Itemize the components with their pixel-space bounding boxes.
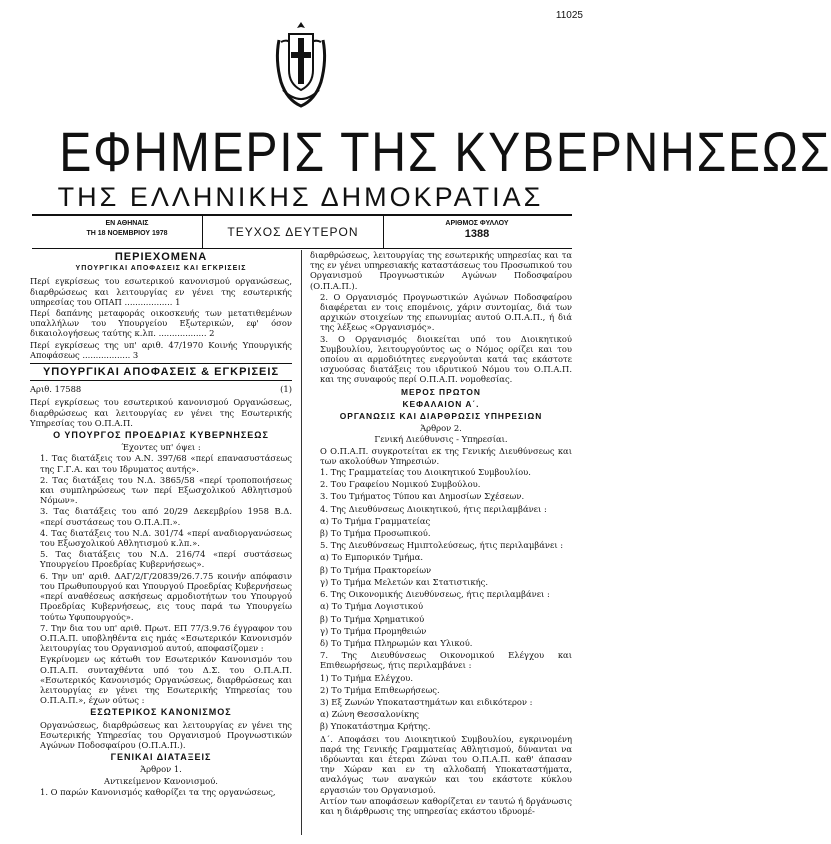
list-item: 1. Της Γραμματείας του Διοικητικού Συμβουλίου. xyxy=(320,467,531,478)
list-item: 3) Εξ Ζωνών Υποκαταστημάτων και ειδικότερον : xyxy=(320,696,533,707)
issue-date: ΤΗ 18 ΝΟΕΜΒΡΙΟΥ 1978 xyxy=(86,230,168,237)
divider xyxy=(30,363,292,364)
sheet-label: ΑΡΙΘΜΟΣ ΦΥΛΛΟΥ xyxy=(445,220,509,227)
right-column xyxy=(310,250,572,817)
issue-band xyxy=(32,214,572,249)
issue-place-date xyxy=(52,219,202,239)
issue-series: ΤΕΥΧΟΣ ΔΕΥΤΕΡΟΝ xyxy=(202,216,384,248)
issue-place: ΕΝ ΑΘΗΝΑΙΣ xyxy=(105,220,149,227)
article-2-subtitle: Γενική Διεύθυνσις - Υπηρεσίαι. xyxy=(374,434,508,445)
list-item: 2) Το Τμήμα Επιθεωρήσεως. xyxy=(320,684,440,695)
list-item: 6. Της Οικονομικής Διευθύνσεως, ήτις περιλαμβάνει : xyxy=(320,589,550,600)
general-provisions-title: ΓΕΝΙΚΑΙ ΔΙΑΤΑΞΕΙΣ xyxy=(110,752,212,763)
decision-number: Αριθ. 17588 xyxy=(30,384,82,395)
gazette-subtitle: ΤΗΣ ΕΛΛΗΝΙΚΗΣ ΔΗΜΟΚΡΑΤΙΑΣ xyxy=(57,182,544,212)
continued-text: διαρθρώσεως, λειτουργίας της εσωτερικής υπηρεσίας και τα της εν γένει υπηρεσιακής καταστάσεως του Προσωπικού του Οργανισμού Προγνωστικών Αγώνων Ποδοσφαίρου (Ο.Π.Α.Π.). xyxy=(310,250,572,291)
paragraph-last: Αιτίον των αποφάσεων καθορίζεται εν ταυτώ ή δργάνωσις και η διάρθρωσις της υπηρεσίας εκάστου ιδρυομέ- xyxy=(320,795,572,816)
clause: 4. Τας διατάξεις του Ν.Δ. 301/74 «περί αναδιοργανώσεως του Εξωσχολικού Αθλητισμού κ.λπ.». xyxy=(40,527,292,549)
clause: Εγκρίνομεν ως κάτωθι τον Εσωτερικόν Κανονισμόν του Ο.Π.Α.Π. συνταχθέντα υπό του Δ.Σ. του Ο.Π.Α.Π. «Εσωτερικός Κανονισμός Οργανώσεως, διαρθρώσεως και λειτουργίας εν γένει της Εσωτερικής Υπηρεσίας του Ο.Π.Α.Π.», έχων ούτως : xyxy=(40,654,292,706)
paragraph-d: Δ΄. Αποφάσει του Διοικητικού Συμβουλίου, εγκρινομένη παρά της Γενικής Γραμματείας Αθλητισμού, δύνανται να ιδρύωνται και έτεραι Ζώναι του Ο.Π.Α.Π. καθ' άπασαν την Χώραν και εν τη αλλοδαπή Υποκαταστήματα, αναλόγως των αναγκών και του εκάστοτε κύκλου εργασιών του Οργανισμού. xyxy=(320,733,572,795)
list-item: α) Ζώνη Θεσσαλονίκης xyxy=(320,709,419,720)
left-column xyxy=(30,250,292,798)
article-1-text: 1. Ο παρών Κανονισμός καθορίζει τα της οργανώσεως, xyxy=(40,786,276,797)
list-item: β) Υποκατάστημα Κρήτης. xyxy=(320,721,431,732)
list-item: γ) Το Τμήμα Μελετών και Στατιστικής. xyxy=(320,576,489,587)
list-item: α) Το Εμπορικόν Τμήμα. xyxy=(320,552,424,563)
paragraph-2: 2. Ο Οργανισμός Προγνωστικών Αγώνων Ποδοσφαίρου διαφέρεται εν τοις επομένοις, χάριν συντομίας, διά των αρχικών στοιχείων της επωνυμίας αυτού Ο.Π.Α.Π., ή διά της λέξεως «Οργανισμός». xyxy=(320,291,572,333)
decision-number-row xyxy=(30,384,292,394)
list-item: δ) Το Τμήμα Πληρωμών και Υλικού. xyxy=(320,637,473,648)
gazette-title: ΕΦΗΜΕΡΙΣ ΤΗΣ ΚΥΒΕΡΝΗΣΕΩΣ xyxy=(59,120,831,183)
sheet-number-block xyxy=(392,219,562,239)
decision-subject: Περί εγκρίσεως του εσωτερικού κανονισμού Οργανώσεως, διαρθρώσεως και λειτουργίας εν γένει της Εσωτερικής Υπηρεσίας του Ο.Π.Α.Π. xyxy=(30,397,292,428)
chapter-a-heading: ΚΕΦΑΛΑΙΟΝ Α΄. xyxy=(402,398,480,409)
divider xyxy=(30,380,292,381)
section-title: ΥΠΟΥΡΓΙΚΑΙ ΑΠΟΦΑΣΕΙΣ & ΕΓΚΡΙΣΕΙΣ xyxy=(42,366,280,379)
page-number: 11025 xyxy=(555,10,583,21)
having-regard: Έχοντες υπ' όψει : xyxy=(121,442,201,453)
list-item: 3. Του Τμήματος Τύπου και Δημοσίων Σχέσεων. xyxy=(320,491,525,502)
clause: 5. Τας διατάξεις του Ν.Δ. 216/74 «περί συστάσεως Υπουργείου Προεδρίας Κυβερνήσεως». xyxy=(40,549,292,570)
decision-ref: (1) xyxy=(280,384,292,395)
sheet-number: 1388 xyxy=(464,228,490,240)
toc-item: Περί εγκρίσεως του εσωτερικού κανονισμού οργανώσεως, διαρθρώσεως και λειτουργίας εν γένει της εσωτερικής υπηρεσίας του ΟΠΑΠ .................. 1 xyxy=(30,276,292,307)
toc-item: Περί εγκρίσεως της υπ' αριθ. 47/1970 Κοινής Υπουργικής Αποφάσεως .................. 3 xyxy=(30,339,292,360)
list-item: 2. Του Γραφείου Νομικού Συμβούλου. xyxy=(320,479,481,490)
article-1-heading: Άρθρον 1. xyxy=(140,764,182,775)
list-item: β) Το Τμήμα Προσωπικού. xyxy=(320,528,431,539)
list-item: 4. Της Διευθύνσεως Διοικητικού, ήτις περιλαμβάνει : xyxy=(320,503,547,514)
bylaw-intro: Οργανώσεως, διαρθρώσεως και λειτουργίας εν γένει της Εσωτερικής Υπηρεσίας του Οργανισμού Προγνωστικών Αγώνων Ποδοσφαίρου (Ο.Π.Α.Π.). xyxy=(40,719,292,750)
greek-coat-of-arms-icon xyxy=(273,20,329,108)
list-item: 1) Το Τμήμα Ελέγχου. xyxy=(320,672,413,683)
contents-subtitle: ΥΠΟΥΡΓΙΚΑΙ ΑΠΟΦΑΣΕΙΣ ΚΑΙ ΕΓΚΡΙΣΕΙΣ xyxy=(75,265,247,273)
list-item: α) Το Τμήμα Γραμματείας xyxy=(320,515,431,526)
table-of-contents xyxy=(30,276,292,360)
list-item: β) Το Τμήμα Χρηματικού xyxy=(320,613,425,624)
minister-heading: Ο ΥΠΟΥΡΓΟΣ ΠΡΟΕΔΡΙΑΣ ΚΥΒΕΡΝΗΣΕΩΣ xyxy=(53,430,269,441)
column-divider xyxy=(301,250,302,835)
toc-item: Περί δαπάνης μεταφοράς οικοσκευής των μετατιθεμένων υπαλλήλων του Υπουργείου Εξωτερικών, εφ' όσον δικαιολογήσεως ταύτης κ.λπ. .................. 2 xyxy=(30,308,292,339)
article-2-intro: Ο Ο.Π.Α.Π. συγκροτείται εκ της Γενικής Διευθύνσεως και των ακολούθων Υπηρεσιών. xyxy=(320,445,572,466)
bylaw-title: ΕΣΩΤΕΡΙΚΟΣ ΚΑΝΟΝΙΣΜΟΣ xyxy=(90,707,232,718)
clause: 7. Την δια του υπ' αριθ. Πρωτ. ΕΠ 77/3.9.76 έγγραφον του Ο.Π.Α.Π. υποβληθέντα εις ημάς «Εσωτερικόν Κανονισμόν λειτουργίας του Οργανισμού αυτού, αποφασίζομεν : xyxy=(40,622,292,654)
list-item: β) Το Τμήμα Πρακτορείων xyxy=(320,564,432,575)
article-2-heading: Άρθρον 2. xyxy=(420,423,462,434)
clause: 2. Τας διατάξεις του Ν.Δ. 3865/58 «περί τροποποιήσεως και συμπληρώσεως των περί Εξωσχολικού Αθλητισμού Νόμων». xyxy=(40,474,292,506)
contents-title: ΠΕΡΙΕΧΟΜΕΝΑ xyxy=(114,251,208,263)
list-item: 5. Της Διευθύνσεως Ημιπτολεύσεως, ήτις περιλαμβάνει : xyxy=(320,540,564,551)
services-list xyxy=(310,467,572,731)
list-item: γ) Το Τμήμα Προμηθειών xyxy=(320,625,427,636)
list-item: α) Το Τμήμα Λογιστικού xyxy=(320,601,424,612)
clause: 3. Τας διατάξεις του από 20/29 Δεκεμβρίου 1958 Β.Δ. «περί συστάσεως του Ο.Π.Α.Π.». xyxy=(40,506,292,527)
article-1-subtitle: Αντικείμενον Κανονισμού. xyxy=(104,775,218,786)
chapter-title: ΟΡΓΑΝΩΣΙΣ ΚΑΙ ΔΙΑΡΘΡΩΣΙΣ ΥΠΗΡΕΣΙΩΝ xyxy=(339,411,543,422)
paragraph-3: 3. Ο Οργανισμός διοικείται υπό του Διοικητικού Συμβουλίου, λειτουργούντος ως ο Νόμος ορίζει και του οποίου αι αρμοδιότητες ενεργούνται κατά τας εκάστοτε ισχυούσας διατάξεις του ιδρυτικού Νόμου του Ο.Π.Α.Π. και της συναφούς περί Ο.Π.Α.Π. νομοθεσίας. xyxy=(320,333,572,385)
clause: 6. Την υπ' αριθ. ΔΑΓ/2/Γ/20839/26.7.75 κοινήν απόφασιν του Πρωθυπουργού και Υπουργού Προεδρίας Κυβερνήσεως «περί αναθέσεως ασκήσεως αρμοδιοτήτων του Υπουργού Προεδρίας Κυβερνήσεως, εις τους παρά τω Υπουργείω τούτω Υφυπουργούς». xyxy=(40,570,292,622)
clause: 1. Τας διατάξεις του Α.Ν. 397/68 «περί επανασυστάσεως της Γ.Γ.Α. και του Ιδρυματος αυτής». xyxy=(40,453,292,474)
list-item: 7. Της Διευθύνσεως Οικονομικού Ελέγχου και Επιθεωρήσεως, ήτις περιλαμβάνει : xyxy=(320,650,572,671)
part-one-heading: ΜΕΡΟΣ ΠΡΩΤΟΝ xyxy=(401,386,481,397)
